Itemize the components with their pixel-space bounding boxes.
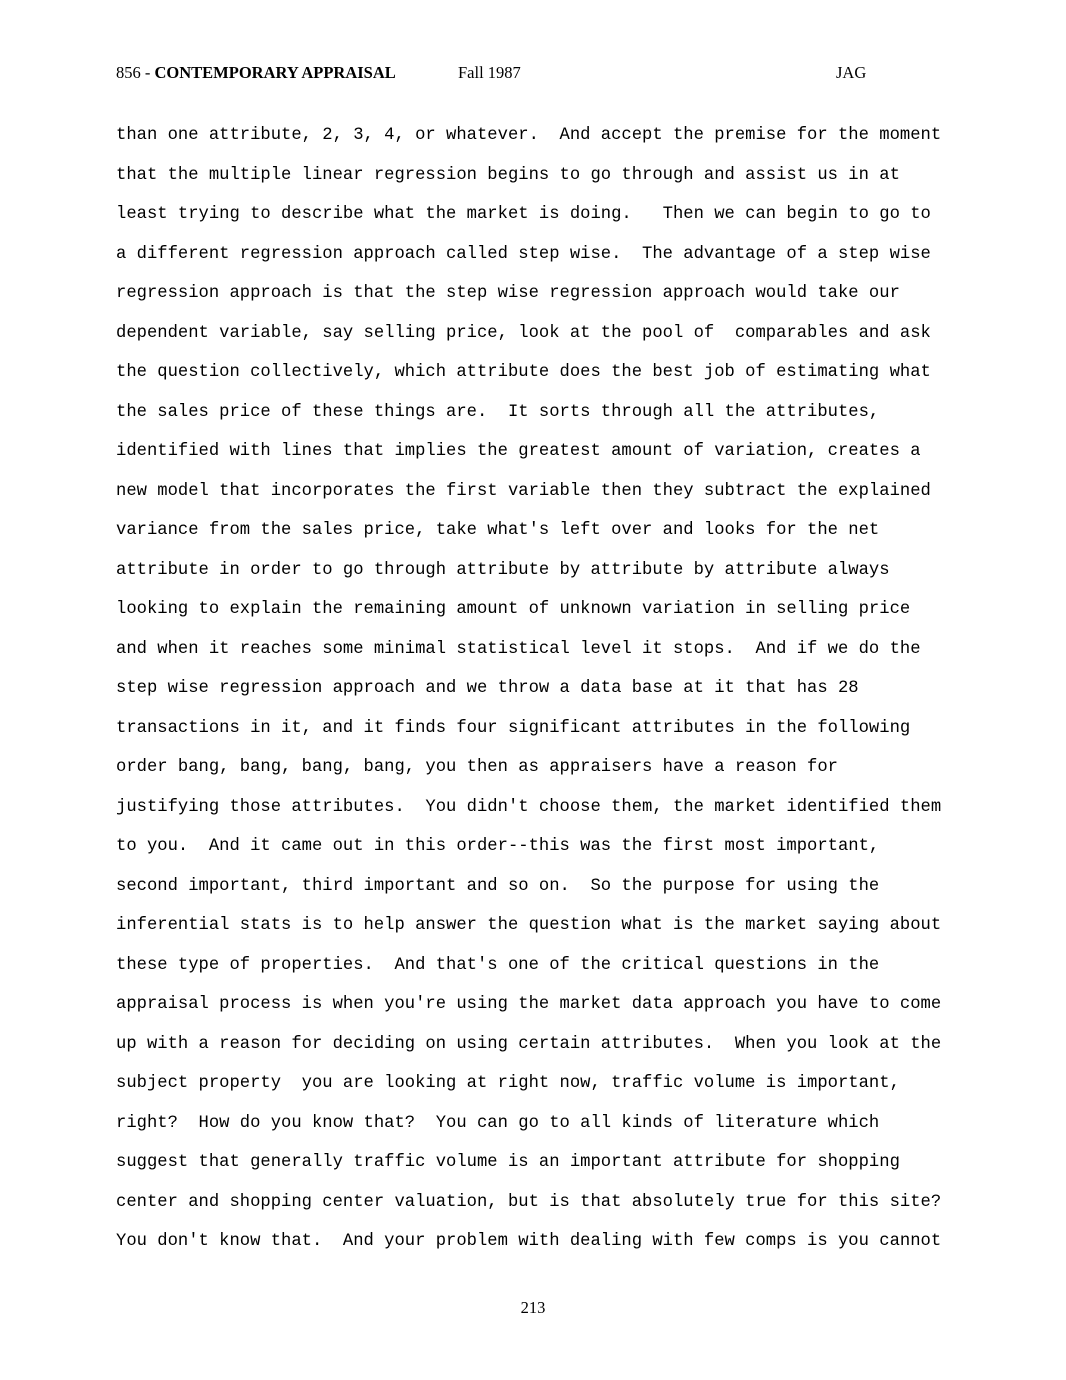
page-number: 213 <box>520 1298 546 1317</box>
course-number: 856 - <box>116 63 155 82</box>
text-line: right? How do you know that? You can go to all kinds of literature which <box>116 1113 880 1133</box>
text-line: order bang, bang, bang, bang, you then as appraisers have a reason for <box>116 758 838 777</box>
text-line: subject property you are looking at right now, traffic volume is important, <box>116 1074 900 1093</box>
text-line: these type of properties. And that's one of the critical questions in the <box>116 955 880 975</box>
text-line: center and shopping center valuation, but is that absolutely true for this site? <box>116 1192 942 1212</box>
text-line: appraisal process is when you're using the market data approach you have to come <box>116 995 942 1014</box>
course-heading <box>116 62 396 84</box>
text-line: the question collectively, which attribute does the best job of estimating what <box>116 363 931 382</box>
text-line: transactions in it, and it finds four significant attributes in the following <box>116 718 911 738</box>
text-line: than one attribute, 2, 3, 4, or whatever. And accept the premise for the moment <box>116 126 942 145</box>
course-title: CONTEMPORARY APPRAISAL <box>154 63 396 82</box>
text-line: the sales price of these things are. It sorts through all the attributes, <box>116 402 880 422</box>
text-line: that the multiple linear regression begins to go through and assist us in at <box>116 165 900 185</box>
text-line: justifying those attributes. You didn't choose them, the market identified them <box>116 797 942 817</box>
text-line: suggest that generally traffic volume is an important attribute for shopping <box>116 1153 900 1172</box>
text-line: identified with lines that implies the greatest amount of variation, creates a <box>116 442 921 461</box>
text-line: step wise regression approach and we throw a data base at it that has 28 <box>116 679 859 698</box>
text-line: dependent variable, say selling price, look at the pool of comparables and ask <box>116 323 931 343</box>
transcript-body <box>116 116 956 1262</box>
text-line: You don't know that. And your problem with dealing with few comps is you cannot <box>116 1232 942 1251</box>
text-line: looking to explain the remaining amount of unknown variation in selling price <box>116 600 911 619</box>
text-line: regression approach is that the step wise regression approach would take our <box>116 284 900 303</box>
text-line: up with a reason for deciding on using certain attributes. When you look at the <box>116 1034 942 1054</box>
text-line: least trying to describe what the market is doing. Then we can begin to go to <box>116 205 931 224</box>
term-label: Fall 1987 <box>458 63 521 82</box>
text-line: attribute in order to go through attribute by attribute by attribute always <box>116 560 890 580</box>
text-line: second important, third important and so on. So the purpose for using the <box>116 876 880 896</box>
text-line: inferential stats is to help answer the question what is the market saying about <box>116 916 942 935</box>
text-line: a different regression approach called step wise. The advantage of a step wise <box>116 244 931 264</box>
text-line: and when it reaches some minimal statistical level it stops. And if we do the <box>116 639 921 659</box>
text-line: new model that incorporates the first variable then they subtract the explained <box>116 481 931 501</box>
text-line: to you. And it came out in this order--this was the first most important, <box>116 837 880 856</box>
author-initials: JAG <box>836 63 867 82</box>
page-header <box>116 62 946 84</box>
text-line: variance from the sales price, take what's left over and looks for the net <box>116 521 880 540</box>
